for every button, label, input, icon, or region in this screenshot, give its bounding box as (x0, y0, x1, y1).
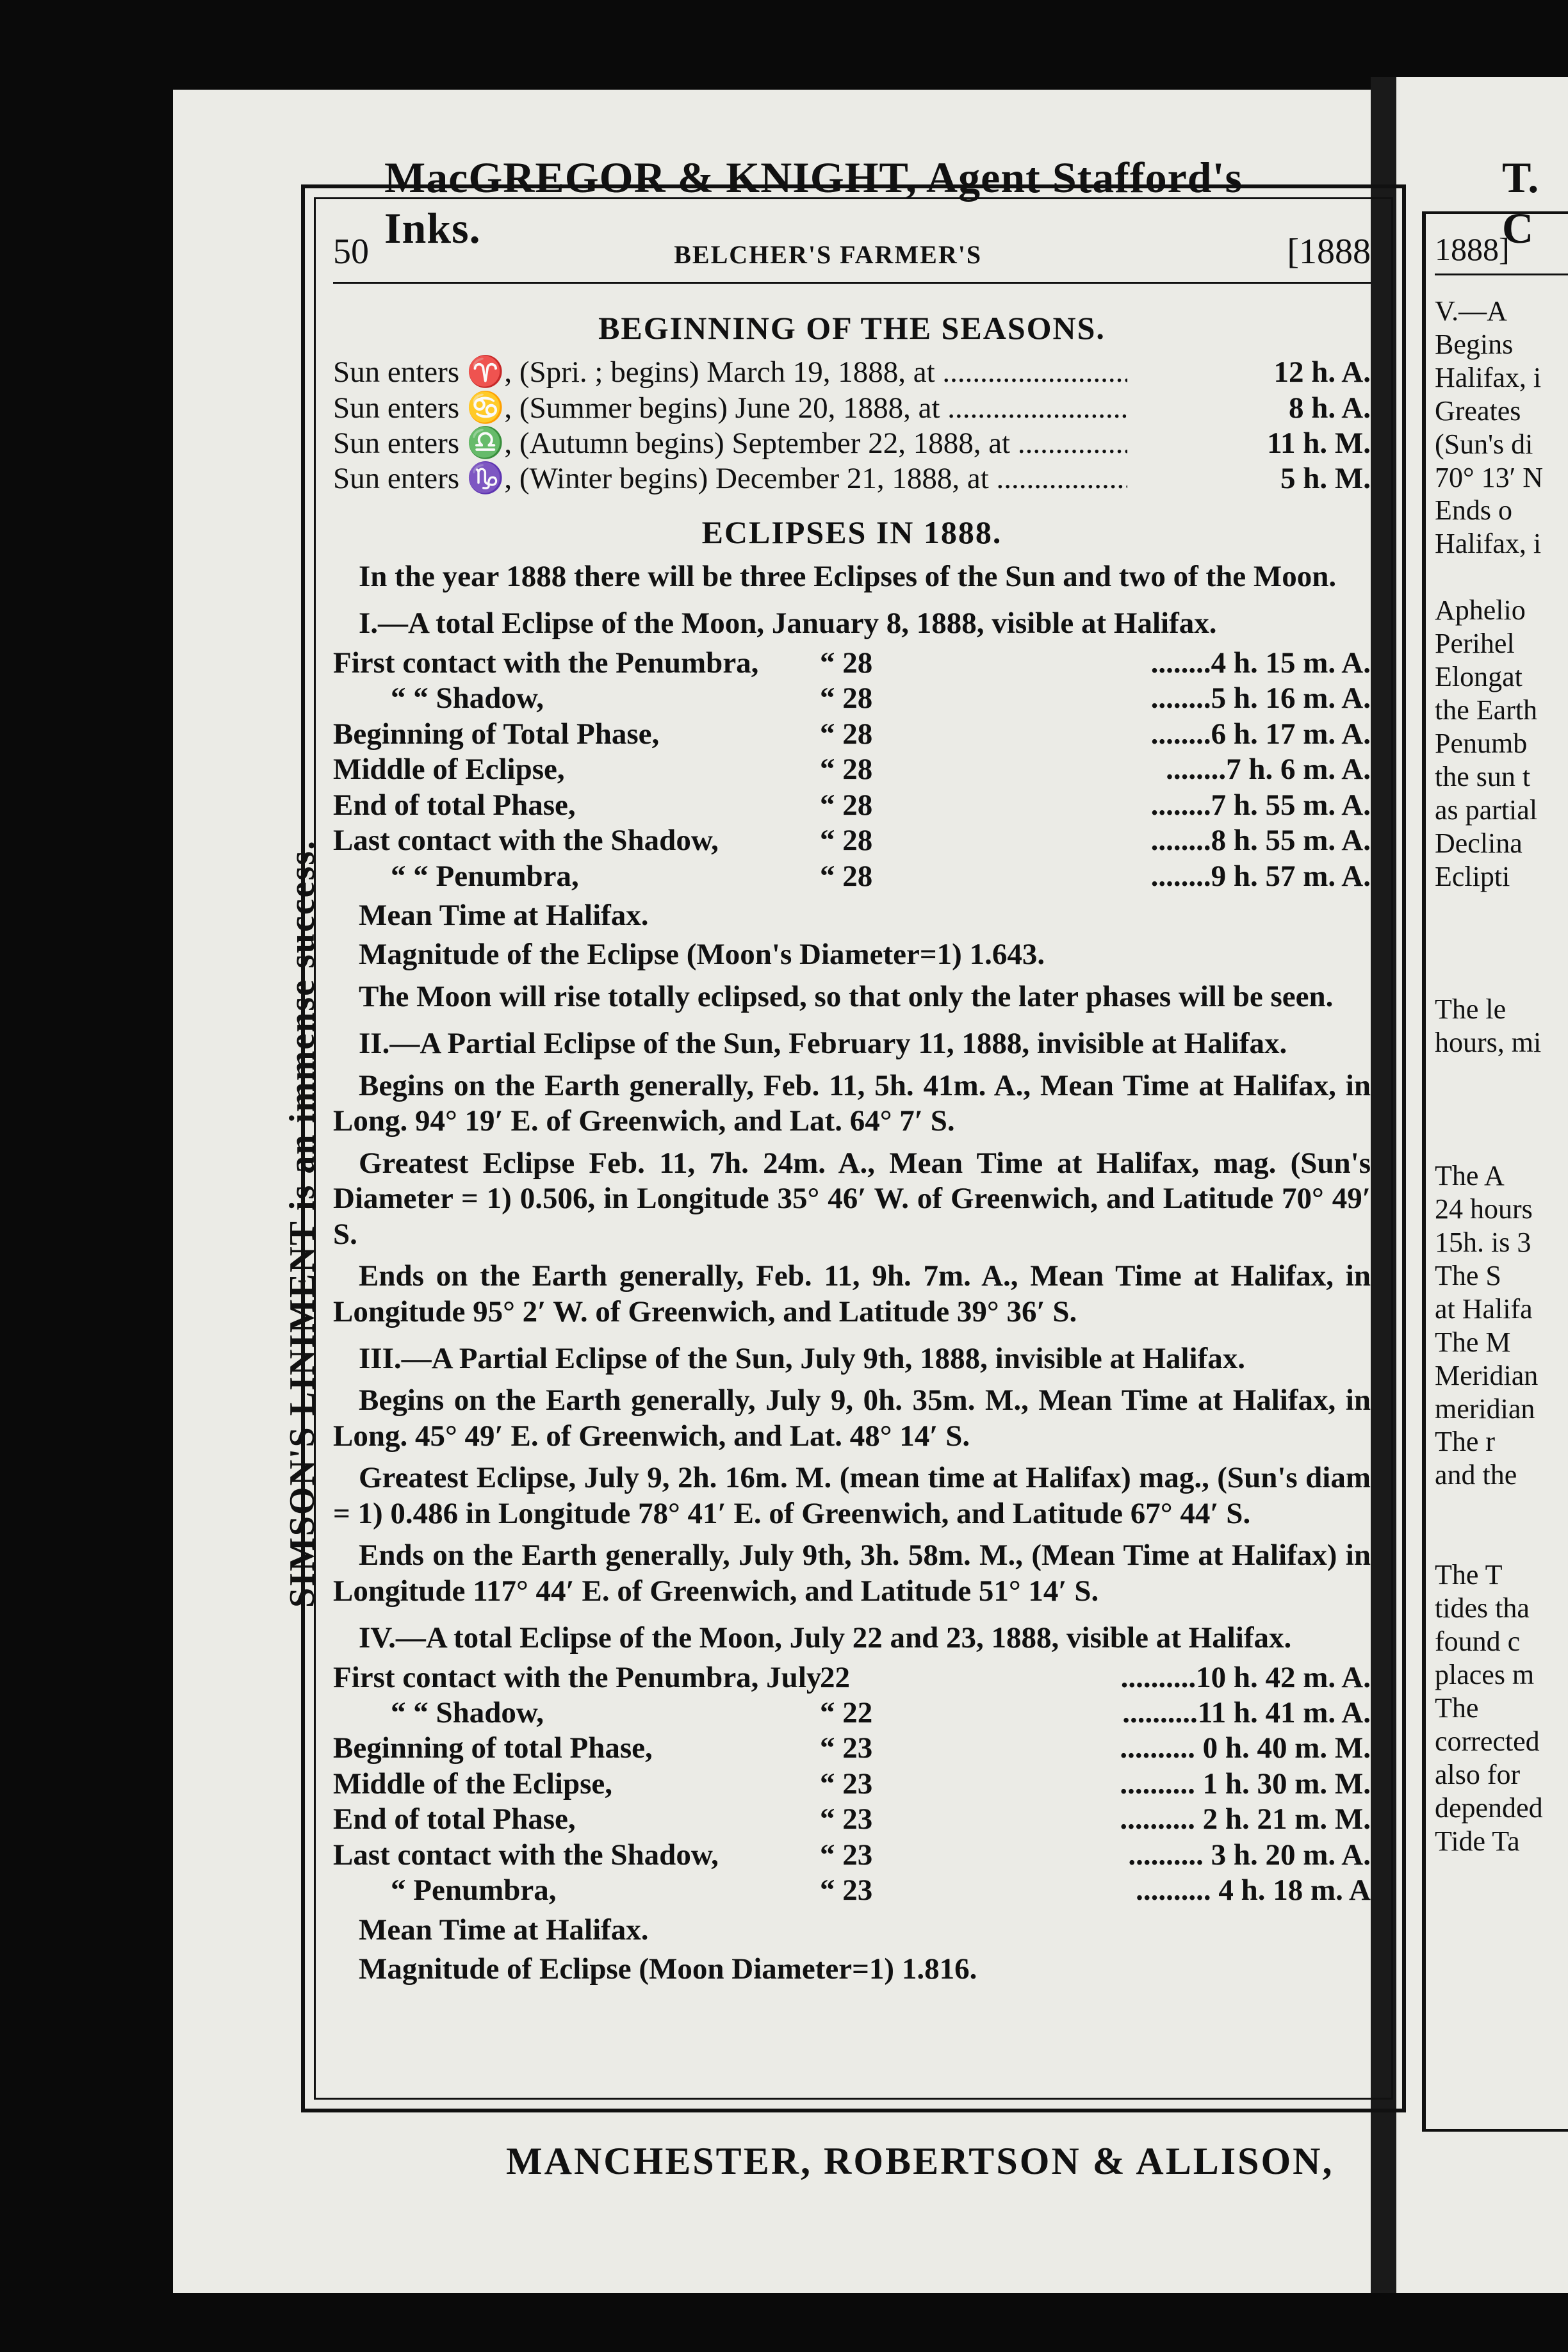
eclipse-2-begins: Begins on the Earth generally, Feb. 11, 5h. 41m. A., Mean Time at Halifax, in Long. 94° 19′ E. of Greenwich, and Lat. 64° 7′ S. (333, 1068, 1371, 1138)
facing-page-line: the sun t (1435, 760, 1531, 792)
facing-page-line: Meridian (1435, 1359, 1539, 1391)
facing-page-line (1435, 1492, 1568, 1525)
phase-time: .......... 0 h. 40 m. M. (1120, 1731, 1371, 1765)
phase-row (333, 1767, 1371, 1802)
phase-time: ........9 h. 57 m. A. (1150, 859, 1371, 893)
phase-date: “ 28 (820, 646, 873, 680)
facing-page-line: Penumb (1435, 727, 1528, 759)
running-title: BELCHER'S FARMER'S (674, 240, 983, 269)
eclipse-4-phases (333, 1660, 1371, 1909)
phase-date: 22 (820, 1660, 850, 1694)
phase-time: ........8 h. 55 m. A. (1150, 824, 1371, 858)
facing-page-line (1435, 560, 1568, 594)
phase-row (333, 1802, 1371, 1837)
season-row (333, 355, 1371, 390)
facing-page-line: hours, mi (1435, 1027, 1542, 1059)
eclipse-3-ends: Ends on the Earth generally, July 9th, 3h. 58m. M., (Mean Time at Halifax) in Longitude 117° 44′ E. of Greenwich, and Latitude 51° 14′ S. (333, 1539, 1371, 1608)
eclipse-4-note-magnitude: Magnitude of Eclipse (Moon Diameter=1) 1.816. (359, 1952, 977, 1986)
phase-name: “ “ Penumbra, (391, 859, 579, 893)
eclipse-1-phases (333, 646, 1371, 894)
facing-page-line: corrected (1435, 1725, 1540, 1757)
phase-name: First contact with the Penumbra, (333, 646, 759, 680)
eclipse-2-title: II.—A Partial Eclipse of the Sun, February 11, 1888, invisible at Halifax. (359, 1027, 1287, 1061)
season-row (333, 461, 1371, 496)
phase-date: “ 28 (820, 859, 873, 893)
phase-row (333, 717, 1371, 752)
phase-time: ........7 h. 55 m. A. (1150, 788, 1371, 822)
phase-name: End of total Phase, (333, 788, 576, 822)
phase-name: “ “ Shadow, (391, 1696, 544, 1730)
eclipse-2-ends: Ends on the Earth generally, Feb. 11, 9h. 7m. A., Mean Time at Halifax, in Longitude 95° 2′ W. of Greenwich, and Latitude 39° 36′ S. (333, 1259, 1371, 1328)
phase-date: “ 22 (820, 1696, 873, 1730)
phase-time: ........6 h. 17 m. A. (1150, 717, 1371, 751)
phase-name: Last contact with the Shadow, (333, 1838, 719, 1872)
facing-page-line: Greates (1435, 395, 1521, 427)
facing-page-line: depended (1435, 1792, 1543, 1824)
facing-page-line (1435, 1126, 1568, 1159)
phase-time: ........7 h. 6 m. A. (1166, 753, 1371, 787)
facing-page-line (1435, 926, 1568, 960)
eclipse-4-note-mean-time: Mean Time at Halifax. (359, 1913, 649, 1947)
phase-date: “ 28 (820, 824, 873, 858)
phase-time: ..........10 h. 42 m. A. (1120, 1660, 1371, 1694)
season-row (333, 391, 1371, 426)
facing-page-line: the Earth (1435, 694, 1538, 726)
facing-page-line (1435, 1093, 1568, 1126)
season-time: 11 h. M. (1267, 426, 1371, 460)
facing-page-line (1435, 1059, 1568, 1093)
phase-row (333, 681, 1371, 716)
phase-date: “ 28 (820, 682, 873, 715)
facing-page-line: Declina (1435, 827, 1523, 859)
phase-name: First contact with the Penumbra, July (333, 1660, 822, 1694)
facing-page-line: The r (1435, 1426, 1496, 1458)
facing-page-line: found c (1435, 1626, 1521, 1658)
phase-date: “ 23 (820, 1838, 873, 1872)
phase-time: .......... 1 h. 30 m. M. (1120, 1767, 1371, 1801)
phase-time: ........5 h. 16 m. A. (1150, 682, 1371, 715)
phase-row (333, 646, 1371, 681)
footer-advertisement: MANCHESTER, ROBERTSON & ALLISON, (506, 2140, 1334, 2182)
eclipse-3-begins: Begins on the Earth generally, July 9, 0h. 35m. M., Mean Time at Halifax, in Long. 45° 49′ E. of Greenwich, and Lat. 48° 14′ S. (333, 1384, 1371, 1453)
phase-row (333, 1660, 1371, 1695)
facing-page-line: 24 hours (1435, 1193, 1533, 1225)
facing-page-line: V.—A (1435, 295, 1507, 327)
phase-date: “ 28 (820, 717, 873, 751)
season-row (333, 426, 1371, 461)
phase-name: Middle of Eclipse, (333, 753, 565, 787)
season-time: 5 h. M. (1280, 462, 1371, 496)
facing-page-text (1435, 231, 1568, 1858)
facing-page-line: tides tha (1435, 1592, 1530, 1624)
facing-page-line: The T (1435, 1559, 1503, 1591)
phase-row (333, 1838, 1371, 1873)
phase-name: “ Penumbra, (391, 1874, 557, 1907)
phase-row (333, 859, 1371, 894)
side-advertisement: SIMSON'S LINIMENT is an immense success. (282, 839, 322, 1608)
facing-page-line: Tide Ta (1435, 1825, 1520, 1857)
facing-page-line: The A (1435, 1160, 1505, 1192)
season-text: Sun enters ♈, (Spri. ; begins) March 19, 1888, at ..... (333, 355, 1127, 390)
season-text: Sun enters ♎, (Autumn begins) September 22, 1888, at ..... (333, 426, 1127, 461)
phase-name: Beginning of Total Phase, (333, 717, 660, 751)
eclipse-3-title: III.—A Partial Eclipse of the Sun, July 9th, 1888, invisible at Halifax. (359, 1341, 1246, 1375)
facing-page-line: at Halifa (1435, 1293, 1533, 1325)
phase-time: ........4 h. 15 m. A. (1150, 646, 1371, 680)
facing-page-line (1435, 1525, 1568, 1558)
season-time: 8 h. A. (1289, 391, 1371, 425)
phase-row (333, 788, 1371, 823)
season-time: 12 h. A. (1273, 355, 1371, 389)
facing-page-line: Ends o (1435, 494, 1512, 527)
facing-page-line: Begins (1435, 328, 1514, 360)
facing-page-line: Elongat (1435, 661, 1523, 693)
facing-page-line: meridian (1435, 1392, 1535, 1425)
facing-page-line: The le (1435, 993, 1507, 1025)
facing-page-line: The (1435, 1692, 1479, 1724)
facing-page-line: Halifax, i (1435, 361, 1542, 393)
phase-row (333, 823, 1371, 858)
facing-page-line: 15h. is 3 (1435, 1227, 1531, 1259)
phase-name: Beginning of total Phase, (333, 1731, 653, 1765)
season-text: Sun enters ♑, (Winter begins) December 21, 1888, at ..... (333, 461, 1127, 496)
facing-page-lines (1435, 295, 1568, 1858)
phase-time: .......... 4 h. 18 m. A (1136, 1874, 1371, 1907)
facing-header-advertisement: T. C (1502, 153, 1539, 252)
eclipse-4-title: IV.—A total Eclipse of the Moon, July 22 and 23, 1888, visible at Halifax. (359, 1621, 1292, 1655)
facing-page-line: Halifax, i (1435, 528, 1542, 560)
phase-time: .......... 2 h. 21 m. M. (1120, 1802, 1371, 1836)
facing-page-line (1435, 893, 1568, 926)
phase-time: ..........11 h. 41 m. A. (1122, 1696, 1371, 1730)
phase-date: “ 23 (820, 1731, 873, 1765)
facing-page-line (1435, 960, 1568, 993)
facing-page-year: 1888] (1435, 231, 1568, 275)
facing-page-line: (Sun's di (1435, 428, 1533, 460)
phase-name: Last contact with the Shadow, (333, 824, 719, 858)
phase-row (333, 752, 1371, 787)
facing-page-line: The S (1435, 1259, 1501, 1291)
facing-page-line: and the (1435, 1459, 1517, 1491)
seasons-table (333, 355, 1371, 497)
header-advertisement: MacGREGOR & KNIGHT, Agent Stafford's Inks. (384, 153, 1243, 252)
facing-page-line: also for (1435, 1758, 1521, 1790)
phase-row (333, 1695, 1371, 1731)
facing-page-line: Eclipti (1435, 860, 1510, 892)
page-content (333, 231, 1371, 1991)
page-number: 50 (333, 232, 369, 272)
phase-time: .......... 3 h. 20 m. A. (1128, 1838, 1371, 1872)
eclipse-3-greatest: Greatest Eclipse, July 9, 2h. 16m. M. (mean time at Halifax) mag., (Sun's diam = 1) 0.486 in Longitude 78° 41′ E. of Greenwich, and Latitude 67° 44′ S. (333, 1461, 1371, 1530)
phase-row (333, 1731, 1371, 1766)
phase-name: End of total Phase, (333, 1802, 576, 1836)
facing-page-line: The M (1435, 1326, 1511, 1358)
phase-date: “ 23 (820, 1767, 873, 1801)
eclipse-2-greatest: Greatest Eclipse Feb. 11, 7h. 24m. A., Mean Time at Halifax, mag. (Sun's Diameter = 1) 0.506, in Longitude 35° 46′ W. of Greenwich, and Latitude 70° 49′ S. (333, 1146, 1371, 1251)
eclipse-1-title: I.—A total Eclipse of the Moon, January 8, 1888, visible at Halifax. (359, 607, 1217, 641)
facing-page-line: as partial (1435, 794, 1538, 826)
phase-date: “ 28 (820, 788, 873, 822)
facing-page-line: Aphelio (1435, 594, 1526, 626)
running-head (333, 231, 1371, 284)
eclipses-intro: In the year 1888 there will be three Eclipses of the Sun and two of the Moon. (359, 559, 1337, 593)
eclipse-1-note-mean-time: Mean Time at Halifax. (359, 898, 649, 932)
season-text: Sun enters ♋, (Summer begins) June 20, 1888, at ..... (333, 391, 1127, 426)
eclipse-1-note-rise: The Moon will rise totally eclipsed, so that only the later phases will be seen. (359, 979, 1334, 1013)
phase-row (333, 1873, 1371, 1908)
phase-date: “ 23 (820, 1874, 873, 1907)
facing-page-line: Perihel (1435, 628, 1515, 660)
eclipse-1-note-magnitude: Magnitude of the Eclipse (Moon's Diameter=1) 1.643. (359, 938, 1045, 972)
seasons-title: BEGINNING OF THE SEASONS. (598, 310, 1106, 347)
phase-date: “ 23 (820, 1802, 873, 1836)
eclipses-title: ECLIPSES IN 1888. (701, 514, 1002, 550)
page-year: [1888 (1287, 232, 1371, 272)
phase-date: “ 28 (820, 753, 873, 787)
phase-name: Middle of the Eclipse, (333, 1767, 613, 1801)
facing-page-line: places m (1435, 1659, 1535, 1690)
phase-name: “ “ Shadow, (391, 682, 544, 715)
facing-page-line: 70° 13′ N (1435, 461, 1543, 493)
